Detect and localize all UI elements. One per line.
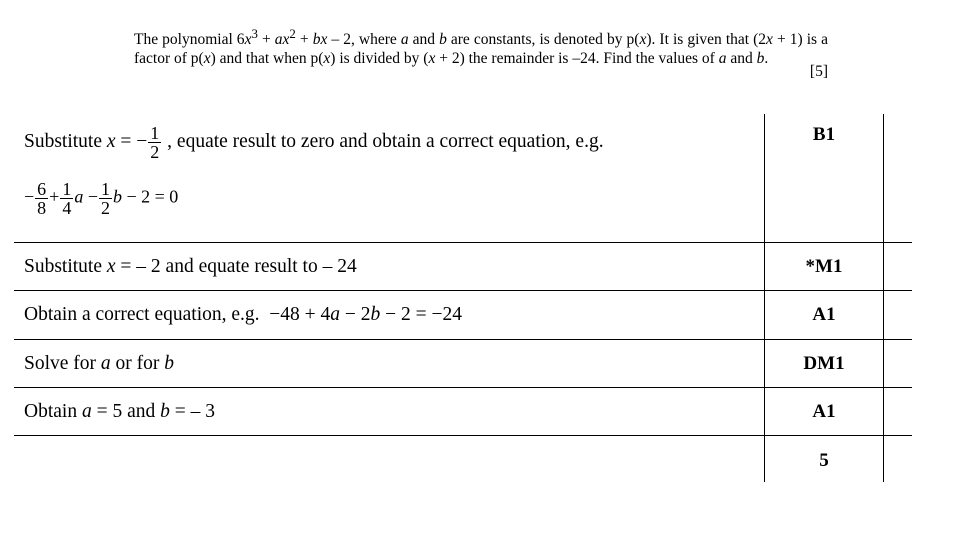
row-divider <box>14 242 912 243</box>
mark-a1-second: A1 <box>812 401 836 422</box>
mark-m1: *M1 <box>805 256 843 277</box>
fraction-quarter: $\frac{1}{4}$ <box>62 179 72 218</box>
step-substitute-minus-two: Substitute x = – 2 and equate result to – 24 <box>24 256 357 277</box>
fraction-half-b: $\frac{1}{2}$ <box>100 179 110 218</box>
fraction-half: $\frac{1}{2}$ <box>150 123 160 162</box>
column-divider <box>764 114 765 482</box>
fraction-six-eighths: $\frac{6}{8}$ <box>37 179 47 218</box>
step-substitute-label: Substitute <box>24 130 107 152</box>
mark-b1: B1 <box>812 124 836 145</box>
question-marks: [5] <box>809 63 828 80</box>
equation-factor: − $\frac{6}{8}$ + $\frac{1}{4}$ a − $\frac{1}{2}$ b − 2 = 0 <box>24 179 179 218</box>
mark-dm1: DM1 <box>803 353 845 374</box>
step-answer: Obtain a = 5 and b = – 3 <box>24 401 215 422</box>
step-correct-equation-label: Obtain a correct equation, e.g. <box>24 304 260 325</box>
step-substitute-tail: , equate result to zero and obtain a correct equation, e.g. <box>167 130 604 152</box>
right-border <box>883 114 884 482</box>
row-divider <box>14 290 912 291</box>
row-divider <box>14 387 912 388</box>
row-divider <box>14 435 912 436</box>
mark-a1-first: A1 <box>812 304 836 325</box>
row-divider <box>14 339 912 340</box>
question-text: The polynomial $6x^3 + ax^2$ + bx – 2, where a and b are constants, is denoted by p(x). It is given that (2x + 1) is a factor of p(x) and that when p(x) is divided by (x + 2) the remainder is –24. Find the values of a and b. [5] <box>134 26 829 80</box>
step-substitute-half: Substitute x = − $\frac{1}{2}$ , equate result to zero and obtain a correct equation, e.g. <box>24 123 604 162</box>
step-correct-equation: Obtain a correct equation, e.g. −48 + 4a − 2b − 2 = −24 <box>24 304 463 325</box>
total-marks: 5 <box>819 450 829 471</box>
step-solve: Solve for a or for b <box>24 353 175 374</box>
